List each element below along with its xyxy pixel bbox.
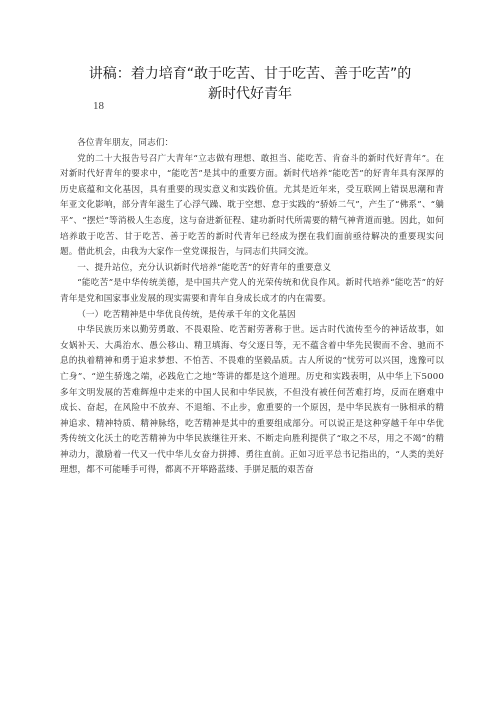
salutation: 各位青年朋友，同志们： <box>77 138 174 148</box>
document-title <box>40 64 460 104</box>
paragraph: 党的二十大报告号召广大青年“立志做有理想、敢担当、能吃苦、肯奋斗的新时代好青年”。在对新时代好青年的要求中，“能吃苦”是其中的重要方面。新时代培养“能吃苦”的好青年具有深厚的历史底蕴和文化基因，具有重要的现实意义和实践价值。尤其是近年来，受互联网上错误思潮和青年亚文化影响，部分青年滋生了心浮气躁、耽于空想、怠于实践的“骄娇二气”，产生了“佛系”、“躺平”、“摆烂”等消极人生态度，这与奋进新征程、建功新时代所需要的精气神背道而驰。因此，如何培养敢于吃苦、甘于吃苦、善于吃苦的新时代青年已经成为摆在我们面前亟待解决的重要现实问题。借此机会，由我为大家作一堂党课报告，与同志们共同交流。 <box>60 153 444 258</box>
title-line-1: 讲稿：着力培育“敢于吃苦、甘于吃苦、善于吃苦”的 <box>88 66 412 82</box>
paragraph: “能吃苦”是中华传统美德，是中国共产党人的光荣传统和优良作风。新时代培养“能吃苦”的好青年是党和国家事业发展的现实需要和青年自身成长成才的内在需要。 <box>60 278 444 304</box>
document-body <box>60 136 444 479</box>
section-heading: 一、提升站位，充分认识新时代培养“能吃苦”的好青年的重要意义 <box>77 262 332 273</box>
title-line-2: 新时代好青年 <box>208 86 292 102</box>
page-number: 18 <box>93 100 104 112</box>
paragraph: 中华民族历来以勤劳勇敢、不畏艰险、吃苦耐劳著称于世。远古时代流传至今的神话故事，如女娲补天、大禹治水、愚公移山、精卫填海、夸父逐日等，无不蕴含着中华先民锲而不舍、驰而不息的执着精神和勇于追求梦想、不怕苦、不畏难的坚毅品质。古人所说的“忧劳可以兴国，逸豫可以亡身”、“逆生骄逸之端，必践危亡之地”等讲的都是这个道理。历史和实践表明，从中华上下5000多年文明发展的苦难辉煌中走来的中国人民和中华民族，不但没有被任何苦难打垮，反而在磨难中成长、奋起，在风险中不放弃、不退缩、不止步，愈重要的一个原因，是中华民族有一脉相承的精神追求、精神特质、精神脉络，吃苦精神是其中的重要组成部分。可以说正是这种穿越千年中华优秀传统文化沃土的吃苦精神为中华民族继往开来、不断走向胜利提供了“取之不尽，用之不竭”的精神动力，激励着一代又一代中华儿女奋力拼搏、勇往直前。正如习近平总书记指出的，“人类的美好理想，都不可能唾手可得，都离不开筚路蓝缕、手胼足胝的艰苦奋 <box>60 325 444 476</box>
subsection-heading: （一）吃苦精神是中华优良传统，是传承千年的文化基因 <box>77 309 296 320</box>
